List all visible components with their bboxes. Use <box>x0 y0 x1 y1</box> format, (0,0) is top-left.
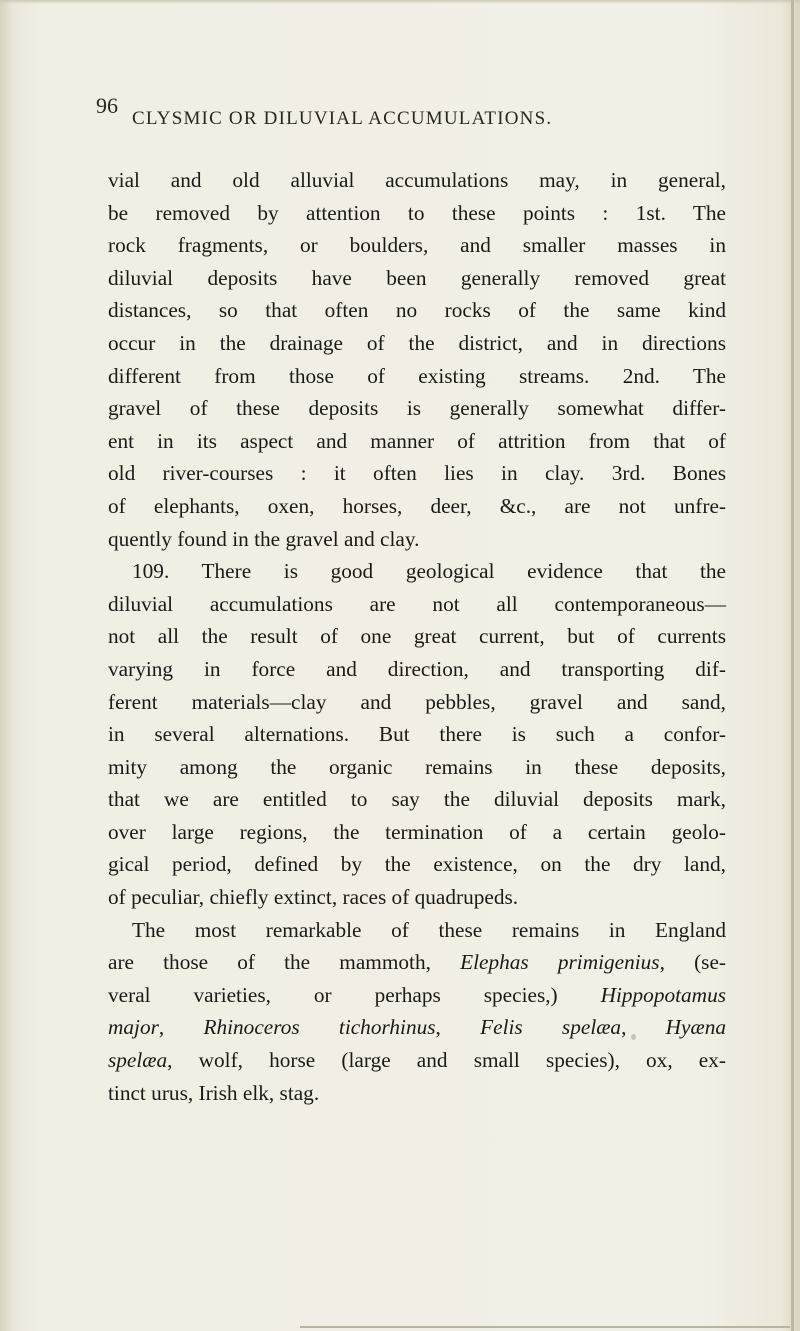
text-line: tinct urus, Irish elk, stag. <box>108 1080 320 1105</box>
text-line: of peculiar, chiefly extinct, races of quadrupeds. <box>108 885 519 910</box>
text-line: major, Rhinoceros tichorhinus, Felis spelæa, Hyæna <box>108 1015 726 1040</box>
paragraph-109-start: 109. There is good geological evidence that the <box>132 559 726 584</box>
text-line: rock fragments, or boulders, and smaller masses in <box>108 233 726 258</box>
text-line: spelæa, wolf, horse (large and small species), ox, ex- <box>108 1048 726 1073</box>
page-top-edge <box>0 0 800 4</box>
text-line: be removed by attention to these points : 1st. The <box>108 200 726 225</box>
species-name: Rhinoceros tichorhinus <box>203 1015 436 1040</box>
page-bottom-edge <box>300 1326 790 1328</box>
species-name: Hyæna <box>665 1015 726 1040</box>
text-line: veral varieties, or perhaps species,) Hippopotamus <box>108 982 726 1007</box>
paragraph-start: The most remarkable of these remains in England <box>132 917 726 942</box>
text-line: quently found in the gravel and clay. <box>108 526 420 551</box>
text-line: not all the result of one great current, but of currents <box>108 624 726 649</box>
species-name: Felis spelæa <box>480 1015 622 1040</box>
text-line: diluvial accumulations are not all contemporaneous— <box>108 591 726 616</box>
text-line: distances, so that often no rocks of the same kind <box>108 298 726 323</box>
text-line: gical period, defined by the existence, on the dry land, <box>108 852 726 877</box>
text-line: in several alternations. But there is such a confor- <box>108 722 726 747</box>
text-line: old river-courses : it often lies in clay. 3rd. Bones <box>108 461 726 486</box>
text-line: of elephants, oxen, horses, deer, &c., are not unfre- <box>108 493 726 518</box>
text-line: ent in its aspect and manner of attrition from that of <box>108 428 726 453</box>
body-text <box>108 164 726 1109</box>
text-line: are those of the mammoth, Elephas primigenius, (se- <box>108 950 726 975</box>
page-right-edge <box>791 0 794 1331</box>
species-name: spelæa <box>108 1048 168 1073</box>
text-line: mity among the organic remains in these deposits, <box>108 754 726 779</box>
text-line: that we are entitled to say the diluvial deposits mark, <box>108 787 726 812</box>
species-name: major <box>108 1015 159 1040</box>
page-gutter-shadow <box>0 0 12 1331</box>
text-line: gravel of these deposits is generally somewhat differ- <box>108 396 726 421</box>
text-line: over large regions, the termination of a certain geolo- <box>108 819 726 844</box>
species-name: Elephas primigenius <box>460 950 660 975</box>
running-title: CLYSMIC OR DILUVIAL ACCUMULATIONS. <box>132 108 553 129</box>
text-line: occur in the drainage of the district, and in directions <box>108 330 726 355</box>
text-line: different from those of existing streams. 2nd. The <box>108 363 726 388</box>
text-line: diluvial deposits have been generally removed great <box>108 265 726 290</box>
text-line: vial and old alluvial accumulations may, in general, <box>108 168 726 192</box>
text-line: ferent materials—clay and pebbles, gravel and sand, <box>108 689 726 714</box>
species-name: Hippopotamus <box>600 982 726 1007</box>
text-line: varying in force and direction, and transporting dif- <box>108 656 726 681</box>
page-number: 96 <box>96 93 118 118</box>
